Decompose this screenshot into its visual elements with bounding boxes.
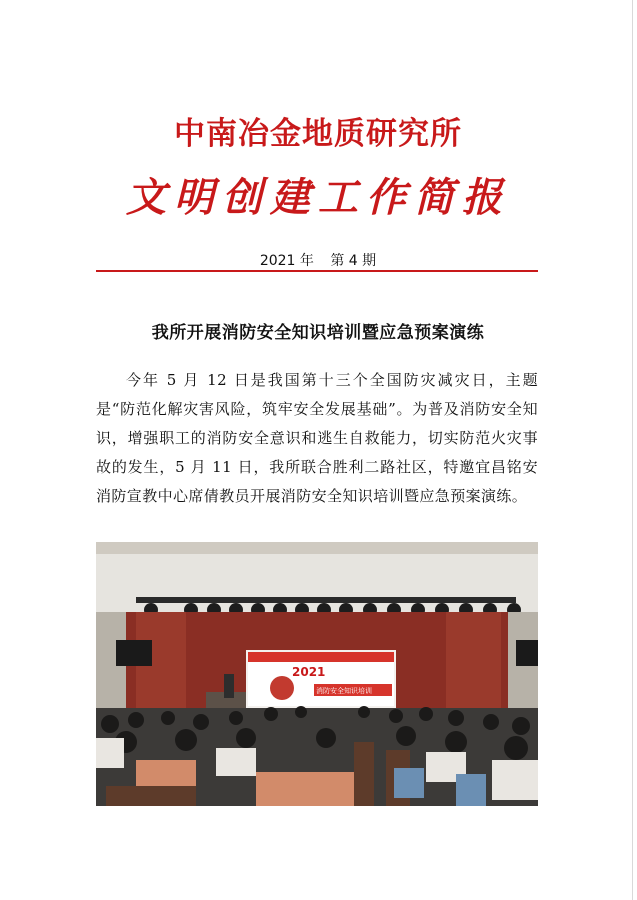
bulletin-title: 文明创建工作简报 [126,174,510,221]
page-edge [632,0,633,900]
article-paragraph: 今年 5 月 12 日是我国第十三个全国防灾减灾日，主题是“防范化解灾害风险，筑牢安全发展基础”。为普及消防安全知识，增强职工的消防安全意识和逃生自救能力，切实防范火灾事故的发生，5 月 11 日，我所联合胜利二路社区，特邀宜昌铭安消防宣教中心席倩教员开展消防安全知识培训暨应急预案演练。 [96,371,538,505]
organization-name: 中南冶金地质研究所 [174,116,462,152]
issue-line [98,250,538,270]
screen-caption-text: 消防安全知识培训 [316,687,372,695]
training-session-photo [96,542,538,806]
masthead [98,86,538,236]
screen-year-text: 2021 [292,665,326,679]
issue-year: 2021 年 [259,253,314,269]
article-headline: 我所开展消防安全知识培训暨应急预案演练 [151,323,485,343]
header-divider [96,270,538,272]
issue-number: 第 4 期 [330,253,377,269]
